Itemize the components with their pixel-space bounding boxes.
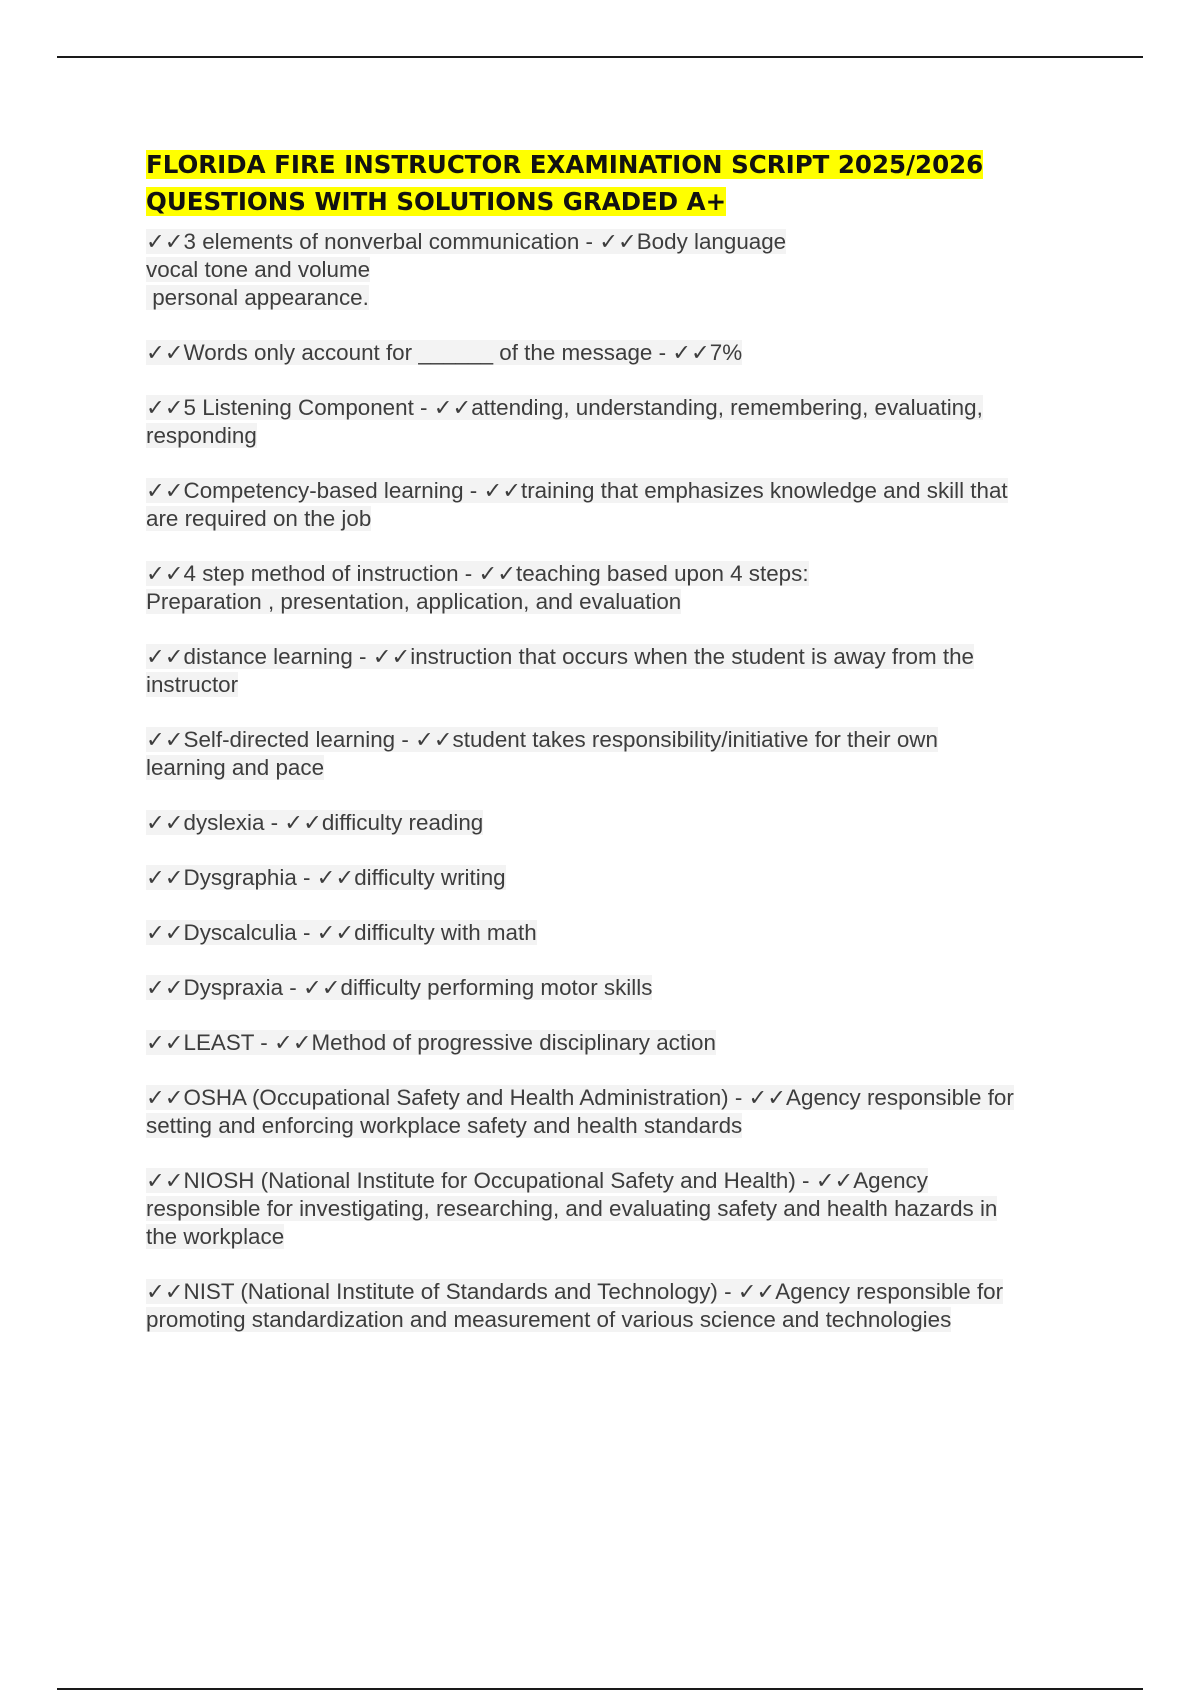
qa-line-text: are required on the job — [146, 506, 372, 531]
qa-item — [146, 864, 1086, 892]
qa-line-text: setting and enforcing workplace safety and health standards — [146, 1113, 743, 1138]
qa-line-text: learning and pace — [146, 755, 325, 780]
document-body — [146, 146, 1086, 1361]
qa-line — [146, 1195, 1086, 1223]
title-line-2: QUESTIONS WITH SOLUTIONS GRADED A+ — [146, 187, 727, 216]
qa-line — [146, 809, 1086, 837]
page-title — [146, 146, 1086, 220]
qa-line — [146, 339, 1086, 367]
qa-line-text: ✓✓NIST (National Institute of Standards and Technology) - ✓✓Agency responsible for — [146, 1279, 1004, 1304]
qa-line — [146, 422, 1086, 450]
qa-item — [146, 809, 1086, 837]
bottom-rule — [57, 1688, 1143, 1690]
qa-line — [146, 726, 1086, 754]
qa-line — [146, 228, 1086, 256]
qa-line-text: ✓✓LEAST - ✓✓Method of progressive disciplinary action — [146, 1030, 716, 1055]
qa-item — [146, 560, 1086, 616]
qa-line-text: ✓✓dyslexia - ✓✓difficulty reading — [146, 810, 484, 835]
qa-line-text: ✓✓3 elements of nonverbal communication - ✓✓Body language — [146, 229, 787, 254]
qa-item — [146, 726, 1086, 782]
qa-line — [146, 1223, 1086, 1251]
qa-item — [146, 1167, 1086, 1251]
qa-line-text: responding — [146, 423, 257, 448]
qa-line-text: Preparation , presentation, application, and evaluation — [146, 589, 682, 614]
qa-line-text: ✓✓Dyspraxia - ✓✓difficulty performing motor skills — [146, 975, 653, 1000]
qa-line — [146, 864, 1086, 892]
qa-line-text: ✓✓distance learning - ✓✓instruction that occurs when the student is away from the — [146, 644, 975, 669]
qa-item — [146, 974, 1086, 1002]
qa-line — [146, 974, 1086, 1002]
qa-line-text: ✓✓5 Listening Component - ✓✓attending, understanding, remembering, evaluating, — [146, 395, 983, 420]
qa-line-text: vocal tone and volume — [146, 257, 371, 282]
qa-line — [146, 284, 1086, 312]
qa-line — [146, 919, 1086, 947]
qa-line-text: ✓✓Competency-based learning - ✓✓training that emphasizes knowledge and skill that — [146, 478, 1008, 503]
qa-item — [146, 919, 1086, 947]
qa-line-text: ✓✓OSHA (Occupational Safety and Health Administration) - ✓✓Agency responsible for — [146, 1085, 1014, 1110]
qa-line — [146, 1112, 1086, 1140]
qa-line-text: ✓✓Dyscalculia - ✓✓difficulty with math — [146, 920, 537, 945]
qa-line — [146, 477, 1086, 505]
qa-line-text: ✓✓Words only account for ______ of the message - ✓✓7% — [146, 340, 743, 365]
qa-item — [146, 1029, 1086, 1057]
qa-item — [146, 339, 1086, 367]
qa-line — [146, 1084, 1086, 1112]
qa-line-text: responsible for investigating, researching, and evaluating safety and health hazards in — [146, 1196, 998, 1221]
qa-line — [146, 1167, 1086, 1195]
qa-line — [146, 505, 1086, 533]
qa-line — [146, 588, 1086, 616]
qa-item — [146, 1084, 1086, 1140]
title-line-1: FLORIDA FIRE INSTRUCTOR EXAMINATION SCRIPT 2025/2026 — [146, 150, 984, 179]
qa-line — [146, 643, 1086, 671]
qa-line-text: personal appearance. — [146, 285, 369, 310]
qa-line-text: the workplace — [146, 1224, 285, 1249]
qa-item — [146, 643, 1086, 699]
qa-line-text: ✓✓NIOSH (National Institute for Occupational Safety and Health) - ✓✓Agency — [146, 1168, 928, 1193]
qa-line — [146, 1029, 1086, 1057]
qa-list — [146, 228, 1086, 1334]
qa-line — [146, 256, 1086, 284]
qa-line — [146, 1306, 1086, 1334]
qa-line — [146, 754, 1086, 782]
qa-item — [146, 1278, 1086, 1334]
top-rule — [57, 56, 1143, 58]
qa-line — [146, 1278, 1086, 1306]
qa-line — [146, 394, 1086, 422]
qa-line — [146, 671, 1086, 699]
qa-line-text: promoting standardization and measurement of various science and technologies — [146, 1307, 952, 1332]
qa-item — [146, 228, 1086, 312]
qa-line-text: ✓✓4 step method of instruction - ✓✓teaching based upon 4 steps: — [146, 561, 809, 586]
qa-line-text: ✓✓Dysgraphia - ✓✓difficulty writing — [146, 865, 506, 890]
qa-item — [146, 477, 1086, 533]
qa-line-text: ✓✓Self-directed learning - ✓✓student takes responsibility/initiative for their own — [146, 727, 938, 752]
qa-line — [146, 560, 1086, 588]
qa-item — [146, 394, 1086, 450]
qa-line-text: instructor — [146, 672, 239, 697]
